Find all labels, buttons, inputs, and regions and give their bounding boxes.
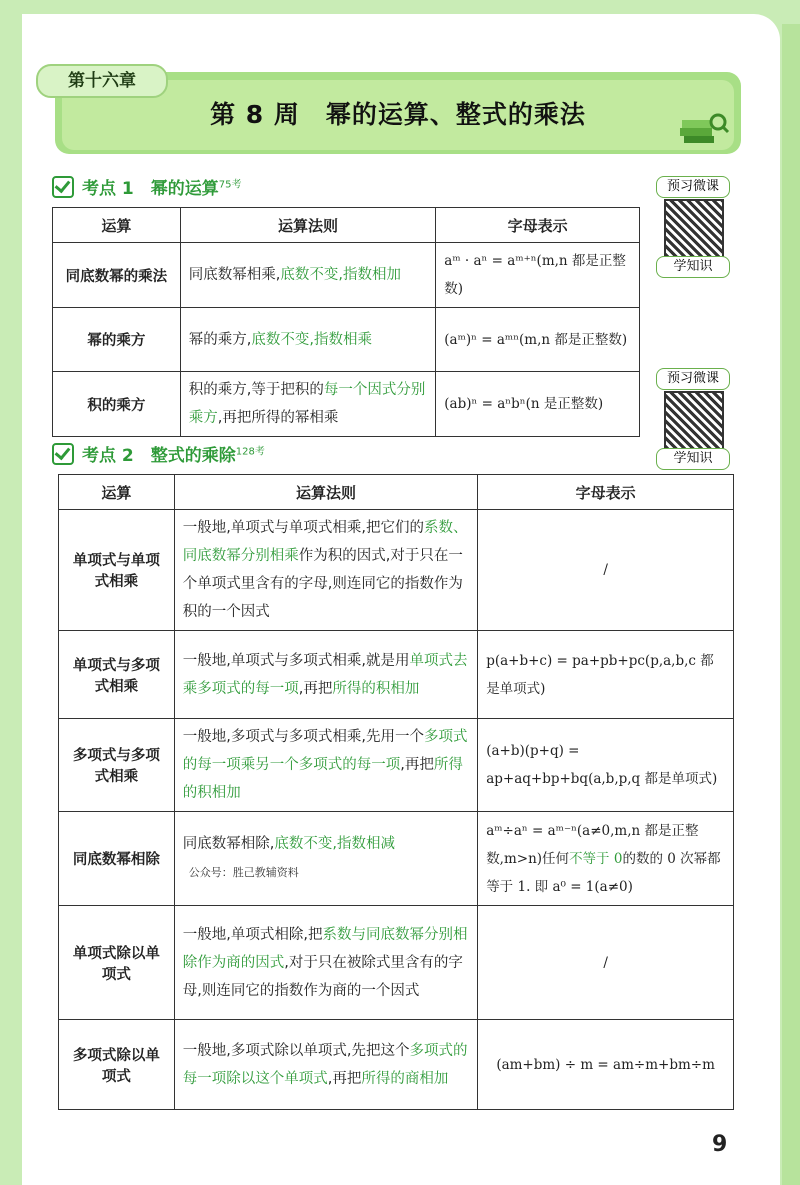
rule-highlight: 单项式去乘多项式的每一项 [182, 652, 468, 697]
rule-text: 同底数幂相乘, [188, 267, 281, 283]
rule-text: 一般地,多项式与多项式相乘,先用一个 [182, 729, 425, 745]
formula-cell: (ab)ⁿ = aⁿbⁿ(n 是正整数) [436, 372, 640, 437]
section-2-count: 128考 [235, 446, 265, 458]
formula-cell: (a+b)(p+q) = ap+aq+bp+bq(a,b,p,q 都是单项式) [478, 719, 734, 812]
rule-text: 幂的乘方, [188, 331, 252, 348]
rule-highlight: 底数不变,指数相加 [280, 267, 401, 283]
page-title: 第 8 周 幂的运算、整式的乘法 [210, 100, 586, 129]
rule-text: ,再把 [327, 1070, 362, 1087]
book-magnifier-icon [678, 110, 730, 146]
rule-highlight: 底数不变,指数相乘 [251, 331, 372, 348]
formula-cell: / [478, 510, 734, 631]
rule-text: 一般地,单项式相除,把 [182, 926, 323, 943]
formula-cell: p(a+b+c) = pa+pb+pc(p,a,b,c 都是单项式) [478, 631, 734, 719]
rule-cell [180, 308, 436, 372]
rule-highlight: 系数、同底数幂分别相乘 [182, 520, 468, 564]
section-1-count: 75考 [218, 179, 242, 191]
qr-bottom-label: 学知识 [656, 256, 730, 278]
formula-cell: (aᵐ)ⁿ = aᵐⁿ(m,n 都是正整数) [436, 308, 640, 372]
table-row [59, 719, 734, 812]
qr-code-image [664, 391, 724, 451]
rule-cell [174, 812, 477, 906]
op-cell: 幂的乘方 [53, 308, 181, 372]
rule-text: 作为积的因式,对于只在一个单项式里含有的字母,则连同它的指数作为积的一个因式 [182, 548, 463, 620]
qr-top-label: 预习微课 [656, 176, 730, 198]
rule-cell [180, 243, 436, 308]
formula-cell: (am+bm) ÷ m = am÷m+bm÷m [478, 1020, 734, 1110]
section-heading-2 [52, 441, 265, 466]
qr-bottom-label: 学知识 [656, 448, 730, 470]
rule-cell [174, 1020, 477, 1110]
rule-text: 一般地,单项式与单项式相乘,把它们的 [182, 520, 425, 536]
formula-text: 的数的 0 次幂都等于 1. 即 a⁰ = 1(a≠0) [486, 850, 721, 895]
op-cell: 积的乘方 [53, 372, 181, 437]
formula-cell: / [478, 906, 734, 1020]
polynomial-operations-table [58, 474, 734, 1110]
rule-cell [174, 906, 477, 1020]
section-2-label: 考点 2 整式的乘除 [82, 446, 236, 466]
header-cell: 运算 [53, 208, 181, 243]
page-edge-decoration [782, 24, 800, 1185]
rule-text: 积的乘方,等于把积的 [188, 382, 324, 398]
rule-text: ,再把 [298, 680, 333, 697]
page-number: 9 [712, 1132, 728, 1157]
header-cell: 运算 [59, 475, 175, 510]
op-cell: 多项式与多项式相乘 [59, 719, 175, 812]
formula-highlight: 不等于 0 [569, 850, 623, 867]
formula-text: aᵐ÷aⁿ = aᵐ⁻ⁿ(a≠0,m,n 都是正整数,m>n)任何 [486, 822, 699, 867]
rule-text: 一般地,单项式与多项式相乘,就是用 [182, 652, 410, 669]
rule-highlight: 所得的积相加 [332, 680, 420, 697]
table-row [59, 510, 734, 631]
rule-highlight: 多项式的每一项除以这个单项式 [182, 1042, 468, 1087]
op-cell: 单项式除以单项式 [59, 906, 175, 1020]
rule-text: ,对于只在被除式里含有的字母,则连同它的指数作为商的一个因式 [182, 954, 463, 999]
rule-highlight: 每一个因式分别乘方 [188, 382, 426, 426]
section-1-label: 考点 1 幂的运算 [82, 179, 219, 199]
header-cell: 运算法则 [174, 475, 477, 510]
table-row [53, 372, 640, 437]
section-heading-1 [52, 174, 241, 199]
header-cell: 字母表示 [478, 475, 734, 510]
rule-text: 同底数幂相除, [182, 836, 275, 852]
table-row [59, 631, 734, 719]
rule-cell [174, 631, 477, 719]
power-operations-table [52, 207, 640, 437]
rule-text: 一般地,多项式除以单项式,先把这个 [182, 1042, 410, 1059]
table-row [59, 906, 734, 1020]
table-row [59, 1020, 734, 1110]
formula-cell: aᵐ · aⁿ = aᵐ⁺ⁿ(m,n 都是正整数) [436, 243, 640, 308]
qr-code-2[interactable] [652, 368, 732, 466]
rule-highlight: 系数与同底数幂分别相除作为商的因式 [182, 926, 468, 971]
rule-highlight: 底数不变,指数相减 [274, 836, 396, 852]
chapter-tag: 第十六章 [36, 64, 168, 98]
rule-text: ,再把所得的幂相乘 [217, 410, 339, 426]
rule-text: ,再把 [400, 757, 434, 773]
rule-cell [174, 719, 477, 812]
op-cell: 单项式与单项式相乘 [59, 510, 175, 631]
rule-cell [174, 510, 477, 631]
qr-top-label: 预习微课 [656, 368, 730, 390]
op-cell: 单项式与多项式相乘 [59, 631, 175, 719]
rule-highlight: 所得的积相加 [182, 757, 463, 801]
rule-cell [180, 372, 436, 437]
op-cell: 多项式除以单项式 [59, 1020, 175, 1110]
op-cell: 同底数幂相除 [59, 812, 175, 906]
check-icon [52, 443, 74, 465]
table-row [59, 812, 734, 906]
formula-cell [478, 812, 734, 906]
rule-highlight: 所得的商相加 [361, 1070, 449, 1087]
qr-code-1[interactable] [652, 176, 732, 274]
header-cell: 字母表示 [436, 208, 640, 243]
check-icon [52, 176, 74, 198]
qr-code-image [664, 199, 724, 259]
header-cell: 运算法则 [180, 208, 436, 243]
table-row [53, 308, 640, 372]
rule-highlight: 多项式的每一项乘另一个多项式的每一项 [182, 729, 468, 773]
table-row [53, 243, 640, 308]
watermark-note: 公众号：胜己教辅资料 [188, 866, 299, 879]
op-cell: 同底数幂的乘法 [53, 243, 181, 308]
